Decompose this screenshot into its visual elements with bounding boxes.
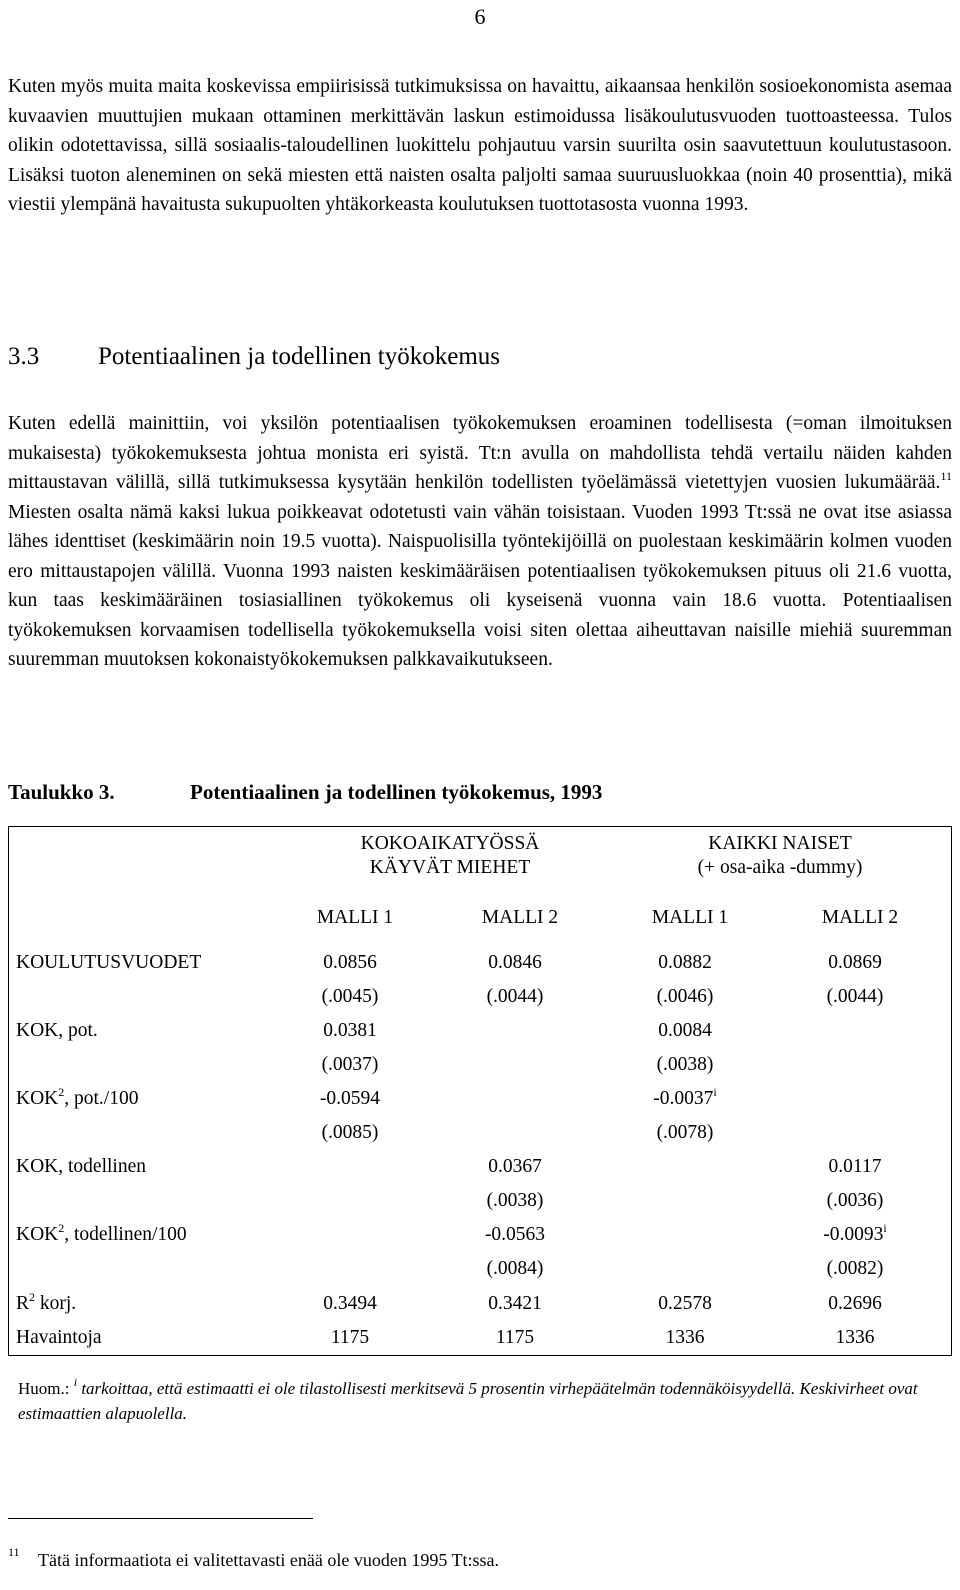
std-error-cell: (.0038) — [486, 1190, 544, 1211]
group-header-men — [290, 832, 610, 880]
row-label-text: korj. — [35, 1293, 77, 1314]
note-text: tarkoittaa, että estimaatti ei ole tilastollisesti merkitsevä 5 prosentin virhepäätelmän todennäköisyydellä. Keskivirheet ovat estimaattien alapuolella. — [18, 1379, 918, 1423]
table-cell — [620, 1087, 750, 1111]
insignificance-mark: i — [713, 1085, 717, 1099]
table-cell: 1336 — [835, 1327, 875, 1348]
row-label-text: R — [16, 1293, 30, 1314]
superscript: 2 — [29, 1290, 36, 1304]
paragraph-text: Miesten osalta nämä kaksi lukua poikkeavat odotetusti vain vähän toisistaan. Vuoden 1993 Tt:ssä ne ovat itse asiassa lähes identtiset (keskimäärin noin 19.5 vuotta). Naispuolisilla työntekijöillä on puolestaan keskimäärin kolmen vuoden ero mittaustapojen välillä. Vuonna 1993 naisten keskimääräisen potentiaalisen työkokemuksen pituus oli 21.6 vuotta, kun taas keskimääräinen tosiasiallinen työkokemus oli kyseisenä vuonna vain 18.6 vuotta. Potentiaalisen työkokemuksen korvaamisen todellisella työkokemuksella voisi siten olettaa aiheuttavan naisille miehiä suuremman suuremman muutoksen kokonaistyökokemuksen palkkavaikutukseen. — [8, 501, 952, 670]
group-header-line: KOKOAIKATYÖSSÄ — [360, 833, 540, 854]
row-label — [16, 1292, 76, 1316]
section-heading — [8, 343, 500, 371]
std-error-cell: (.0037) — [321, 1054, 379, 1075]
row-label: Havaintoja — [16, 1327, 102, 1348]
row-label — [16, 1087, 138, 1111]
footnote-ref: 11 — [940, 469, 952, 483]
row-label: KOULUTUSVUODET — [16, 952, 202, 973]
std-error-cell: (.0045) — [321, 986, 379, 1007]
table-label: Taulukko 3. — [8, 780, 115, 804]
table-cell: 0.3494 — [323, 1293, 377, 1314]
note-superscript: i — [73, 1375, 78, 1389]
table-cell: 0.0117 — [828, 1156, 882, 1177]
page-number: 6 — [474, 4, 486, 29]
body-paragraph — [8, 409, 952, 675]
row-label-text: KOK — [16, 1224, 59, 1245]
group-header-line: (+ osa-aika -dummy) — [697, 857, 863, 878]
table-cell: 0.0882 — [658, 952, 712, 973]
std-error-cell: (.0044) — [826, 986, 884, 1007]
std-error-cell: (.0085) — [321, 1122, 379, 1143]
paragraph-text: Kuten edellä mainittiin, voi yksilön potentiaalisen työkokemuksen eroaminen todellisesta (=oman ilmoituksen mukaisesta) työkokemuksesta johtua monista eri syistä. Tt:n avulla on mahdollista tehdä vertailu näiden kahden mittaustavan välillä, sillä tutkimuksessa kysytään henkilön todellisten työelämässä vietettyjen vuosien lukumäärää. — [8, 413, 952, 493]
table-cell: 1175 — [495, 1327, 535, 1348]
superscript: 2 — [58, 1221, 65, 1235]
model-header: MALLI 2 — [821, 907, 899, 928]
note-prefix: Huom.: — [18, 1379, 74, 1398]
table-cell: 0.0084 — [658, 1020, 712, 1041]
table-cell: -0.0594 — [319, 1088, 381, 1109]
insignificance-mark: i — [883, 1221, 887, 1235]
row-label: KOK, pot. — [16, 1020, 98, 1041]
table-cell: 0.0381 — [323, 1020, 377, 1041]
footnote — [8, 1540, 499, 1572]
row-label-text: , pot./100 — [64, 1088, 139, 1109]
table-cell: 1336 — [665, 1327, 705, 1348]
std-error-cell: (.0082) — [826, 1258, 884, 1279]
section-number: 3.3 — [8, 343, 40, 370]
table-cell: 0.0869 — [828, 952, 882, 973]
row-label: KOK, todellinen — [16, 1156, 146, 1177]
group-header-women — [630, 832, 930, 880]
body-paragraph: Kuten myös muita maita koskevissa empiirisissä tutkimuksissa on havaittu, aikaansaa henkilön sosioekonomista asemaa kuvaavien muuttujien mukaan ottaminen merkittävän laskun estimoidussa lisäkoulutusvuoden tuottoasteessa. Tulos olikin odotettavissa, sillä sosiaalis-taloudellinen luokittelu pohjautuu varsin suurilta osin saavutettuun koulutustasoon. Lisäksi tuoton aleneminen on sekä miesten että naisten osalta paljolti samaa suuruusluokkaa (noin 40 prosenttia), mikä viestii ylempänä havaitusta sukupuolten yhtäkorkeasta koulutuksen tuottotasosta vuonna 1993. — [8, 76, 952, 215]
footnote-divider — [8, 1518, 313, 1519]
table-cell: -0.0563 — [484, 1224, 546, 1245]
footnote-text: Tätä informaatiota ei valitettavasti enää ole vuoden 1995 Tt:ssa. — [38, 1550, 500, 1570]
table-cell: 0.2696 — [828, 1293, 882, 1314]
model-header: MALLI 1 — [651, 907, 729, 928]
table-cell: 0.0367 — [488, 1156, 542, 1177]
table-cell — [790, 1223, 920, 1247]
group-header-line: KAIKKI NAISET — [708, 833, 852, 854]
table-cell: 0.0856 — [323, 952, 377, 973]
row-label-text: , todellinen/100 — [64, 1224, 187, 1245]
table-note — [18, 1376, 948, 1426]
row-label-text: KOK — [16, 1088, 59, 1109]
section-title: Potentiaalinen ja todellinen työkokemus — [98, 343, 501, 370]
row-label — [16, 1223, 187, 1247]
std-error-cell: (.0084) — [486, 1258, 544, 1279]
table-cell: 0.2578 — [658, 1293, 712, 1314]
std-error-cell: (.0046) — [656, 986, 714, 1007]
table-cell: 0.0846 — [488, 952, 542, 973]
std-error-cell: (.0038) — [656, 1054, 714, 1075]
table-title: Potentiaalinen ja todellinen työkokemus, 1993 — [190, 780, 603, 804]
table-caption — [8, 780, 602, 805]
table-cell: 1175 — [330, 1327, 370, 1348]
model-header: MALLI 2 — [481, 907, 559, 928]
std-error-cell: (.0078) — [656, 1122, 714, 1143]
cell-value: -0.0037 — [653, 1088, 714, 1109]
model-header: MALLI 1 — [316, 907, 394, 928]
group-header-line: KÄYVÄT MIEHET — [369, 857, 531, 878]
superscript: 2 — [58, 1085, 65, 1099]
cell-value: -0.0093 — [823, 1224, 884, 1245]
footnote-mark: 11 — [8, 1545, 20, 1559]
std-error-cell: (.0044) — [486, 986, 544, 1007]
std-error-cell: (.0036) — [826, 1190, 884, 1211]
table-cell: 0.3421 — [488, 1293, 542, 1314]
